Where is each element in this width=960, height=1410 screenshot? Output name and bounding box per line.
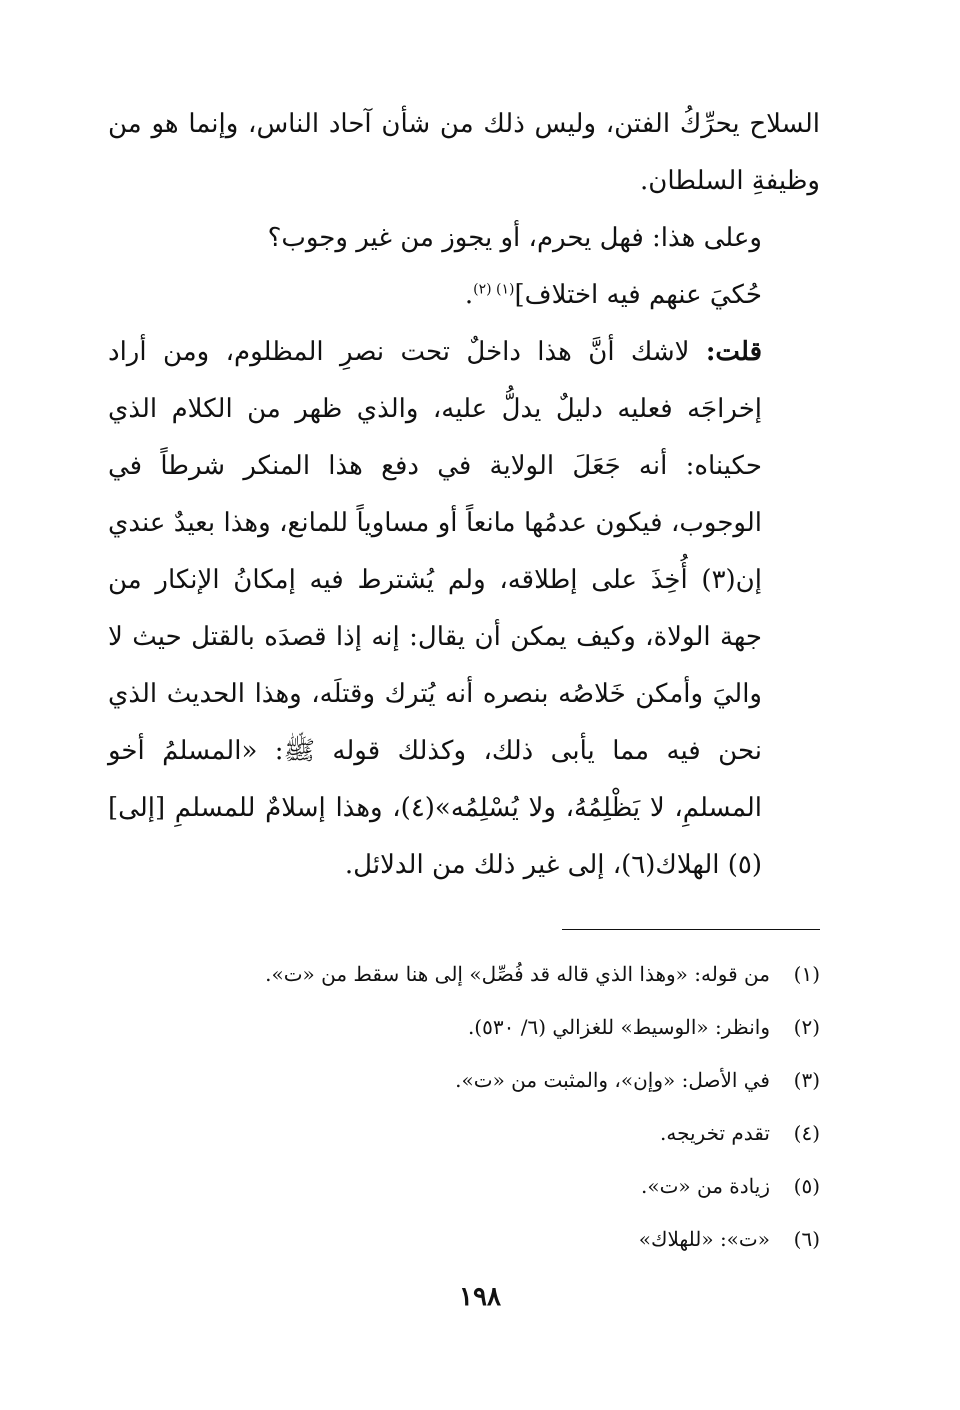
footnote-3	[108, 1054, 820, 1107]
footnote-number: (١)	[793, 962, 820, 986]
paragraph-2	[108, 210, 820, 267]
footnote-ref-1-2: (١) (٢)	[473, 281, 515, 298]
paragraph-4-lead: قلت:	[705, 337, 762, 367]
footnote-number: (٦)	[793, 1227, 820, 1251]
footnote-text: من قوله: «وهذا الذي قاله قد فُصِّل» إلى هنا سقط من «ت».	[265, 962, 770, 986]
paragraph-4-text: لاشك أنَّ هذا داخلٌ تحت نصرِ المظلوم، ومن أراد إخراجَه فعليه دليلٌ يدلُّ عليه، والذي ظهر من الكلام الذي حكيناه: أنه جَعَلَ الولاية في دفع هذا المنكر شرطاً في الوجوب، فيكون عدمُها مانعاً أو مساوياً للمانع، وهذا بعيدٌ عندي إن(٣) أُخِذَ على إطلاقه، ولم يُشترط فيه إمكانُ الإنكار من جهة الولاة، وكيف يمكن أن يقال: إنه إذا قصدَه بالقتل حيث لا واليَ وأمكن خَلاصُه بنصره أنه يُترك وقتلَه، وهذا الحديث الذي نحن فيه مما يأبى ذلك، وكذلك قوله ﷺ: «المسلمُ أخو المسلمِ، لا يَظْلِمُهُ، ولا يُسْلِمُه»(٤)، وهذا إسلامٌ للمسلمِ [إلى](٥) الهلاك(٦)، إلى غير ذلك من الدلائل.	[108, 337, 762, 880]
footnotes	[108, 948, 820, 1266]
page-number: ١٩٨	[459, 1282, 501, 1312]
footnote-number: (٤)	[793, 1121, 820, 1145]
footnote-text: «ت»: «للهلاك»	[638, 1227, 770, 1251]
footnote-divider	[562, 929, 820, 930]
main-text	[108, 96, 820, 894]
footnote-text: في الأصل: «وإن»، والمثبت من «ت».	[455, 1068, 770, 1092]
footnote-text: تقدم تخريجه.	[660, 1121, 770, 1145]
footnote-number: (٥)	[793, 1174, 820, 1198]
paragraph-3	[108, 267, 820, 324]
footnote-1	[108, 948, 820, 1001]
footnote-text: زيادة من «ت».	[640, 1174, 770, 1198]
paragraph-1	[108, 96, 820, 210]
paragraph-2-text: وعلى هذا: فهل يحرم، أو يجوز من غير وجوب؟	[267, 223, 762, 253]
paragraph-1-text: السلاح يحرِّكُ الفتن، وليس ذلك من شأن آحاد الناس، وإنما هو من وظيفةِ السلطان.	[108, 109, 820, 196]
footnote-number: (٣)	[793, 1068, 820, 1092]
paragraph-3-text: حُكيَ عنهم فيه اختلاف]	[514, 280, 762, 310]
paragraph-4	[108, 324, 820, 894]
footnote-2	[108, 1001, 820, 1054]
footnote-5	[108, 1160, 820, 1213]
footnote-4	[108, 1107, 820, 1160]
footnote-text: وانظر: «الوسيط» للغزالي (٦/ ٥٣٠).	[467, 1015, 770, 1039]
footnote-6	[108, 1213, 820, 1266]
footnote-number: (٢)	[793, 1015, 820, 1039]
paragraph-3-tail: .	[464, 280, 474, 310]
